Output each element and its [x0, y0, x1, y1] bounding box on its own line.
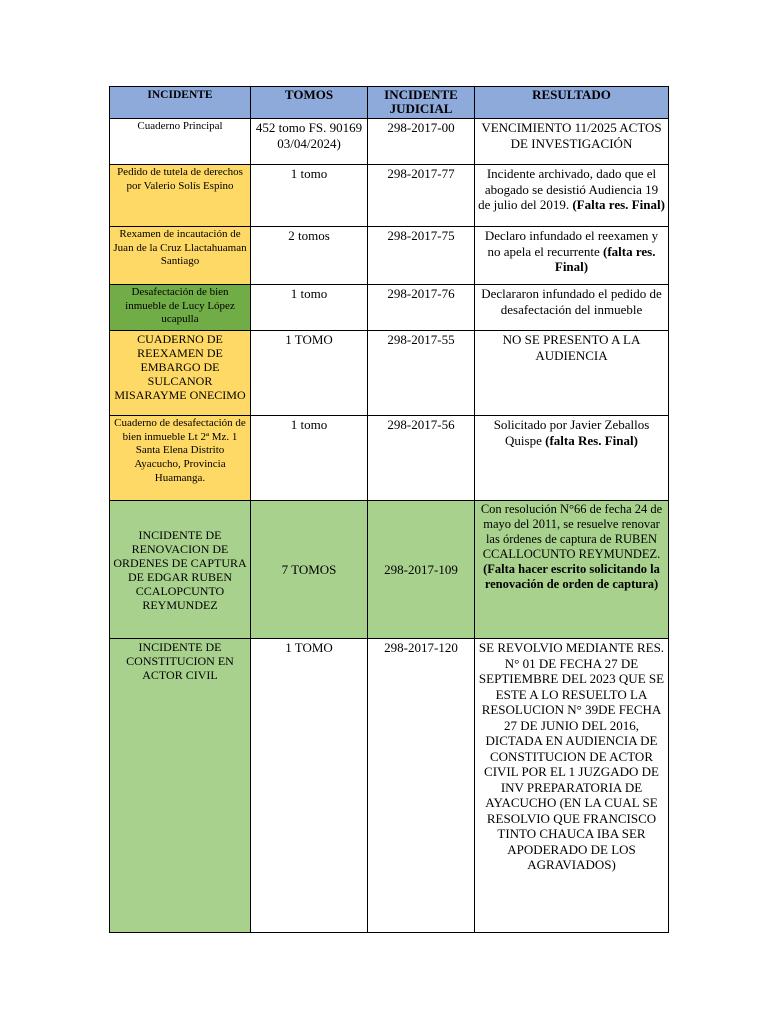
header-incidente: INCIDENTE: [110, 87, 251, 119]
incidente-cell: Rexamen de incautación de Juan de la Cruz Llactahuaman Santiago: [110, 227, 251, 285]
header-tomos: TOMOS: [251, 87, 368, 119]
header-row: [110, 87, 669, 119]
judicial-cell: 298-2017-77: [368, 165, 475, 227]
resultado-text: VENCIMIENTO 11/2025 ACTOS DE INVESTIGACIÓN: [481, 120, 662, 151]
tomos-cell: 7 TOMOS: [251, 501, 368, 639]
tomos-cell: 1 tomo: [251, 416, 368, 501]
judicial-cell: 298-2017-56: [368, 416, 475, 501]
resultado-cell: [475, 501, 669, 639]
table-row: [110, 227, 669, 285]
resultado-cell: [475, 119, 669, 165]
incidente-cell: CUADERNO DE REEXAMEN DE EMBARGO DE SULCANOR MISARAYME ONECIMO: [110, 331, 251, 416]
incidente-cell: Pedido de tutela de derechos por Valerio Solís Espino: [110, 165, 251, 227]
tomos-cell: 1 TOMO: [251, 331, 368, 416]
resultado-text: Solicitado por Javier Zeballos Quispe: [493, 417, 650, 448]
judicial-cell: 298-2017-120: [368, 639, 475, 933]
incidents-table: [109, 86, 669, 933]
resultado-cell: [475, 416, 669, 501]
resultado-note: (Falta res. Final): [572, 197, 665, 212]
table-row: [110, 119, 669, 165]
tomos-cell: 2 tomos: [251, 227, 368, 285]
resultado-text: Declaro infundado el reexamen y no apela el recurrente: [484, 228, 659, 259]
incidente-cell: Desafectación de bien inmueble de Lucy López ucapulla: [110, 285, 251, 331]
judicial-cell: 298-2017-75: [368, 227, 475, 285]
header-incidente-judicial: INCIDENTE JUDICIAL: [368, 87, 475, 119]
table-row: [110, 501, 669, 639]
incidente-cell: Cuaderno de desafectación de bien inmueble Lt 2ª Mz. 1 Santa Elena Distrito Ayacucho, Provincia Huamanga.: [110, 416, 251, 501]
incidente-cell: Cuaderno Principal: [110, 119, 251, 165]
resultado-note: (Falta hacer escrito solicitando la renovación de orden de captura): [483, 562, 660, 591]
resultado-text: Declararon infundado el pedido de desafectación del inmueble: [481, 286, 662, 317]
resultado-text: SE REVOLVIO MEDIANTE RES. N° 01 DE FECHA 27 DE SEPTIEMBRE DEL 2023 QUE SE ESTE A LO RESUELTO LA RESOLUCION N° 39DE FECHA 27 DE JUNIO DEL 2016, DICTADA EN AUDIENCIA DE CONSTITUCION DE ACTOR CIVIL POR EL 1 JUZGADO DE INV PREPARATORIA DE AYACUCHO (EN LA CUAL SE RESOLVIO QUE FRANCISCO TINTO CHAUCA IBA SER APODERADO DE LOS AGRAVIADOS): [478, 640, 665, 872]
judicial-cell: 298-2017-109: [368, 501, 475, 639]
tomos-cell: 1 tomo: [251, 285, 368, 331]
resultado-cell: [475, 165, 669, 227]
incidente-cell: INCIDENTE DE RENOVACION DE ORDENES DE CAPTURA DE EDGAR RUBEN CCALOPCUNTO REYMUNDEZ: [110, 501, 251, 639]
judicial-cell: 298-2017-76: [368, 285, 475, 331]
table-row: [110, 416, 669, 501]
resultado-note: (falta res. Final): [554, 243, 656, 274]
incidente-cell: INCIDENTE DE CONSTITUCION EN ACTOR CIVIL: [110, 639, 251, 933]
table-row: [110, 165, 669, 227]
resultado-text: Incidente archivado, dado que el abogado se desistió Audiencia 19 de julio del 2019.: [478, 166, 659, 212]
resultado-cell: [475, 285, 669, 331]
resultado-cell: [475, 227, 669, 285]
judicial-cell: 298-2017-55: [368, 331, 475, 416]
table-row: [110, 639, 669, 933]
resultado-text: Con resolución N°66 de fecha 24 de mayo del 2011, se resuelve renovar las órdenes de captura de RUBEN CCALLOCUNTO REYMUNDEZ.: [480, 502, 663, 561]
resultado-note: (falta Res. Final): [545, 432, 638, 448]
resultado-cell: [475, 331, 669, 416]
tomos-cell: 1 tomo: [251, 165, 368, 227]
resultado-text: NO SE PRESENTO A LA AUDIENCIA: [502, 332, 641, 363]
table-row: [110, 285, 669, 331]
judicial-cell: 298-2017-00: [368, 119, 475, 165]
tomos-cell: 452 tomo FS. 90169 03/04/2024): [251, 119, 368, 165]
table-row: [110, 331, 669, 416]
header-resultado: RESULTADO: [475, 87, 669, 119]
resultado-cell: [475, 639, 669, 933]
tomos-cell: 1 TOMO: [251, 639, 368, 933]
